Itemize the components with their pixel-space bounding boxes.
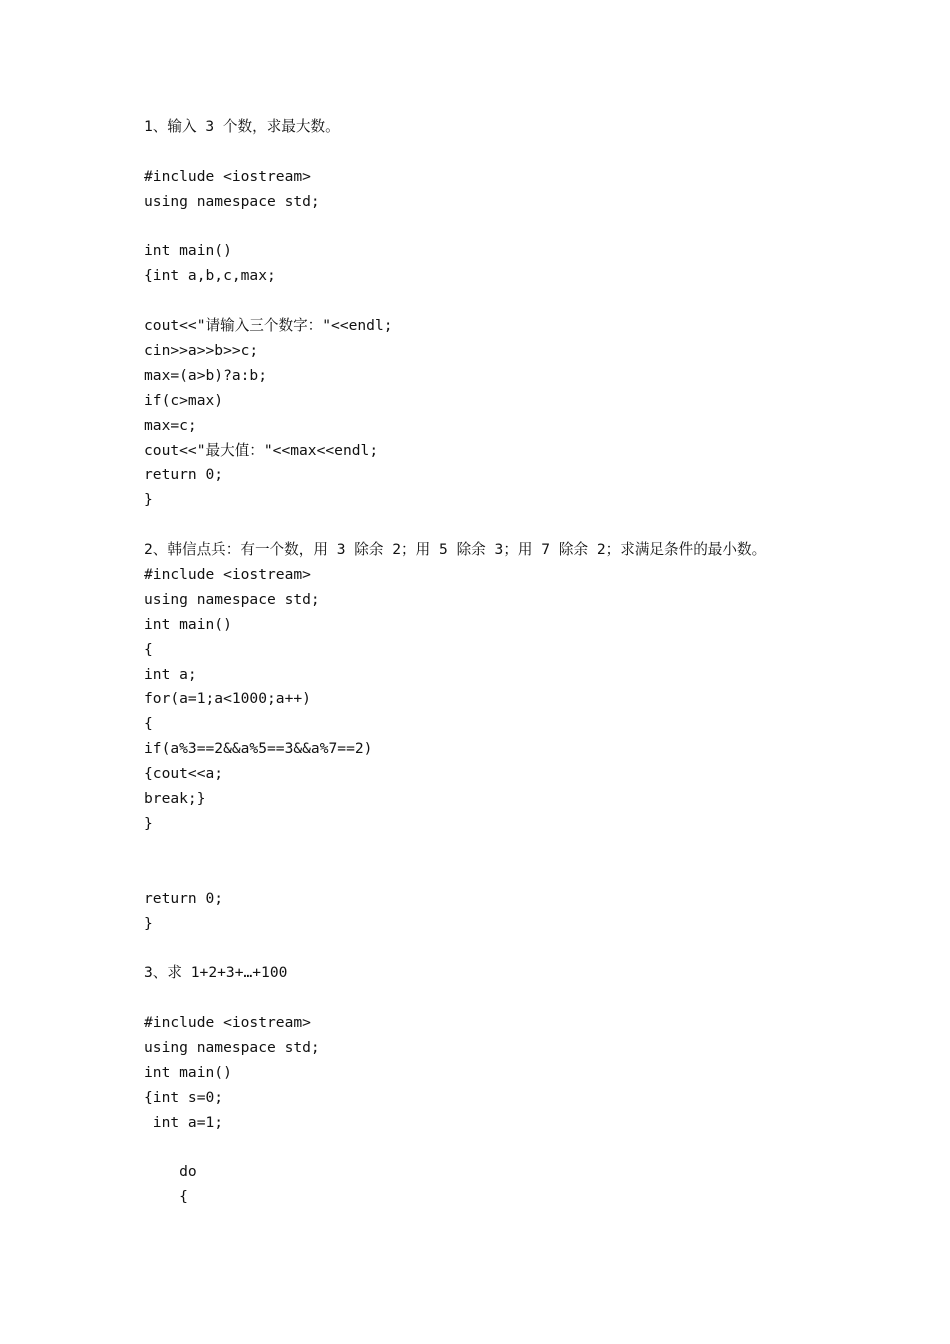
code-line: cout<<"最大值："<<max<<endl;: [144, 441, 379, 459]
blank-line: [144, 936, 924, 961]
code-line: if(a%3==2&&a%5==3&&a%7==2): [144, 740, 373, 758]
code-line: int a;: [144, 665, 197, 683]
code-line: }: [144, 914, 153, 932]
code-line: int main(): [144, 1063, 232, 1081]
code-line: cin>>a>>b>>c;: [144, 342, 259, 360]
code-line: int main(): [144, 615, 232, 633]
code-line: }: [144, 814, 153, 832]
code-line: return 0;: [144, 889, 224, 907]
code-line: break;}: [144, 790, 206, 808]
heading-problem-2: 2、韩信点兵：有一个数，用 3 除余 2；用 5 除余 3；用 7 除余 2；求满足条件的最小数。: [144, 541, 767, 559]
code-line: do: [144, 1163, 197, 1181]
document-body: [144, 115, 924, 1210]
blank-line: [144, 862, 924, 887]
blank-line: [144, 215, 924, 240]
code-line: using namespace std;: [144, 1038, 320, 1056]
code-line: for(a=1;a<1000;a++): [144, 690, 311, 708]
blank-line: [144, 837, 924, 862]
code-line: {cout<<a;: [144, 765, 224, 783]
code-line: #include <iostream>: [144, 1014, 311, 1032]
heading-problem-1: 1、输入 3 个数，求最大数。: [144, 118, 340, 135]
code-line: #include <iostream>: [144, 566, 311, 584]
code-line: using namespace std;: [144, 590, 320, 608]
code-line: max=c;: [144, 416, 197, 434]
code-line: max=(a>b)?a:b;: [144, 366, 268, 384]
blank-line: [144, 289, 924, 314]
blank-line: [144, 513, 924, 538]
code-line: {: [144, 715, 153, 733]
code-line: {int a,b,c,max;: [144, 267, 276, 285]
code-line: #include <iostream>: [144, 167, 311, 185]
code-line: return 0;: [144, 466, 224, 484]
code-line: int main(): [144, 242, 232, 260]
code-line: {int s=0;: [144, 1088, 224, 1106]
code-line: {: [144, 1188, 188, 1206]
heading-problem-3: 3、求 1+2+3+…+100: [144, 964, 288, 982]
code-line: using namespace std;: [144, 192, 320, 210]
code-line: int a=1;: [144, 1113, 224, 1131]
code-line: }: [144, 491, 153, 509]
blank-line: [144, 140, 924, 165]
code-line: if(c>max): [144, 391, 224, 409]
blank-line: [144, 1136, 924, 1161]
blank-line: [144, 986, 924, 1011]
code-line: cout<<"请输入三个数字："<<endl;: [144, 317, 393, 335]
code-line: {: [144, 640, 153, 658]
